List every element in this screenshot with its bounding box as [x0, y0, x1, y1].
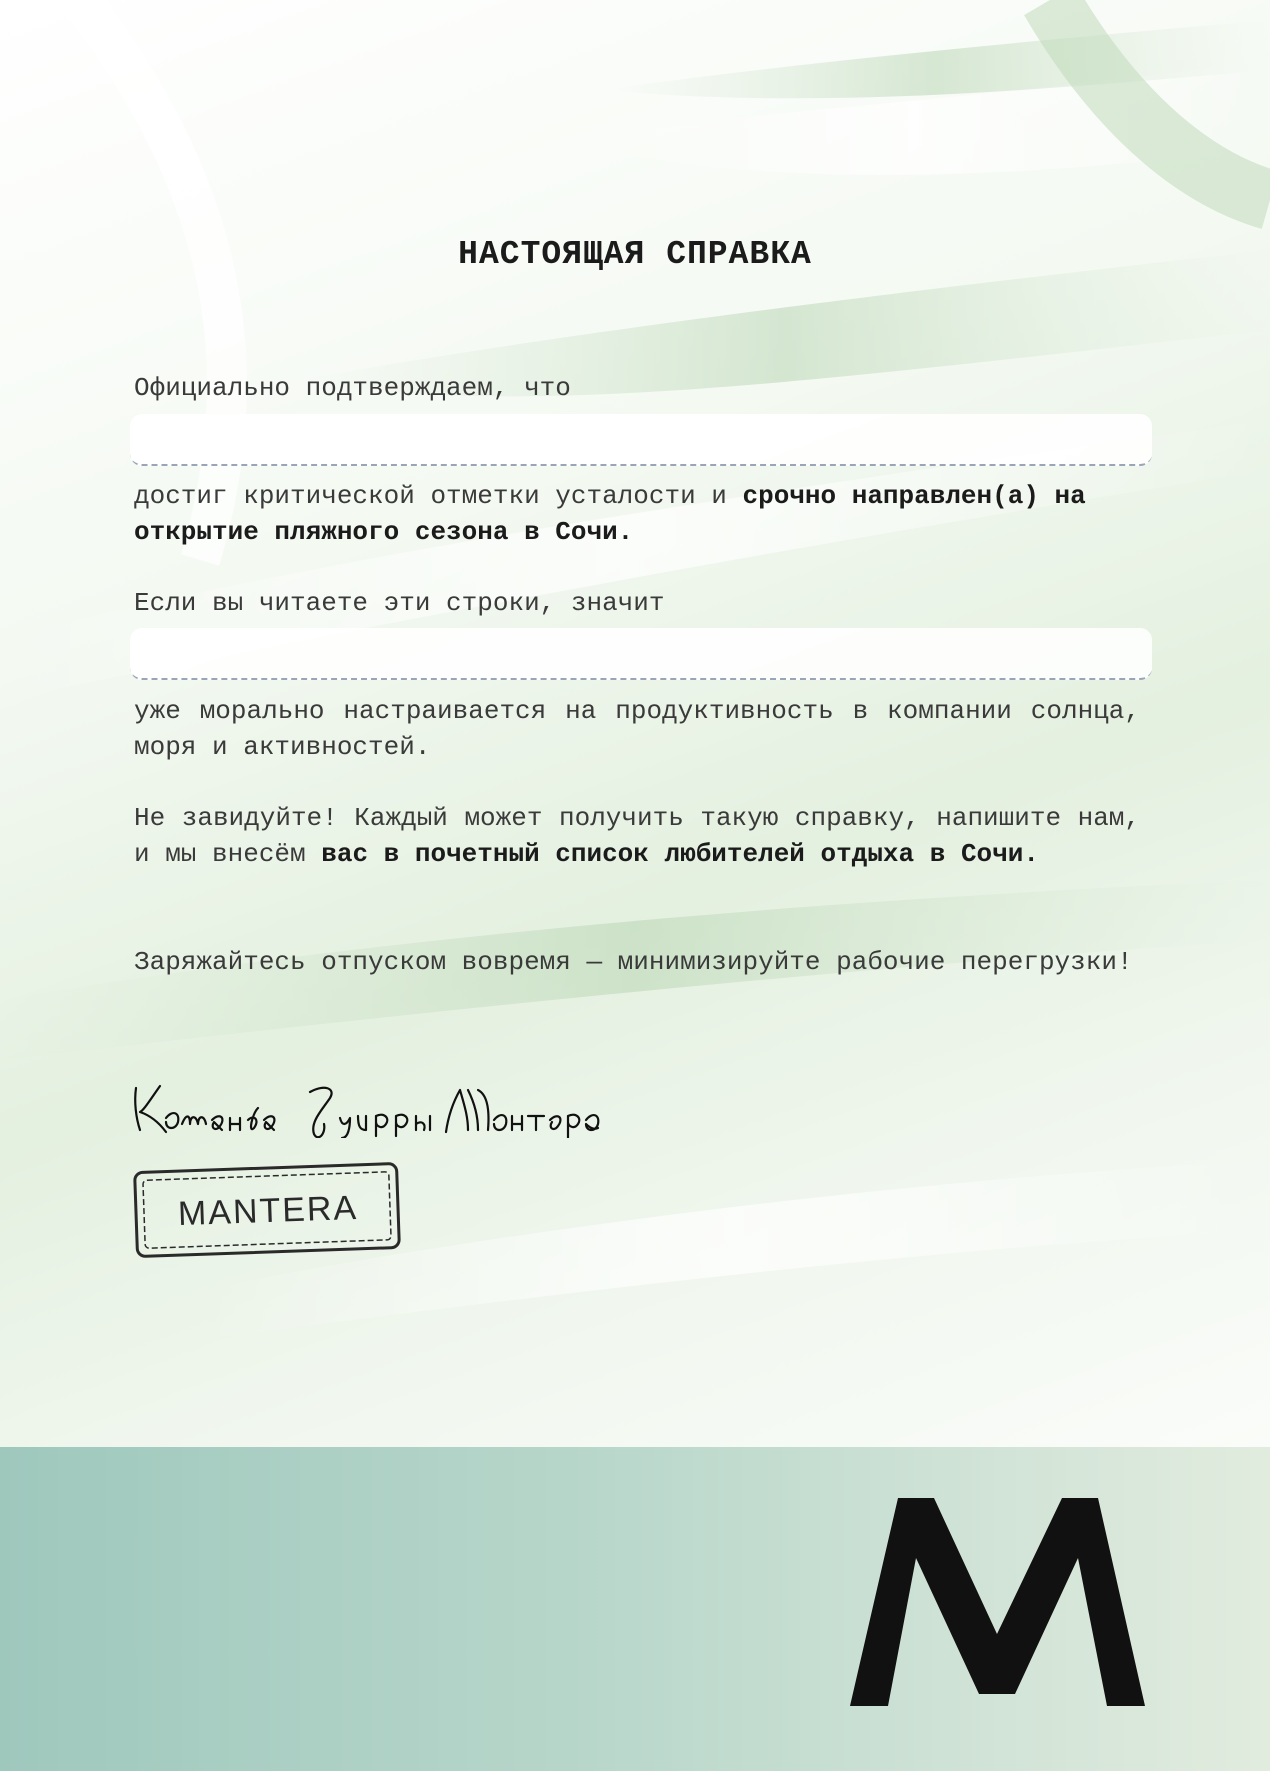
mantera-stamp: [132, 1160, 404, 1260]
paragraph-fatigue-plain: достиг критической отметки усталости и: [134, 481, 743, 511]
paragraph-mood: [134, 693, 1140, 765]
document-title: НАСТОЯЩАЯ СПРАВКА: [458, 236, 812, 273]
paragraph-reading: [134, 585, 1140, 621]
paragraph-charge: [134, 944, 1140, 980]
paragraph-confirm-text: Официально подтверждаем, что: [134, 373, 571, 403]
name-field-1[interactable]: [130, 414, 1152, 466]
paragraph-confirm: [134, 370, 1140, 406]
paragraph-invite-bold: вас в почетный список любителей отдыха в Сочи.: [321, 839, 1039, 869]
paragraph-invite-plain: Не завидуйте! Каждый может получить такую справку, напишите нам, и мы внесём: [134, 803, 1140, 869]
name-field-2[interactable]: [130, 628, 1152, 680]
signature-image: [130, 1078, 670, 1138]
stamp-text: MANTERA: [177, 1188, 359, 1234]
paragraph-reading-text: Если вы читаете эти строки, значит: [134, 588, 665, 618]
mantera-m-logo-icon: [850, 1498, 1145, 1706]
paragraph-invite: [134, 800, 1140, 872]
paragraph-fatigue-bold: срочно направлен(а) на открытие пляжного сезона в Сочи.: [134, 481, 1086, 547]
paragraph-charge-text: Заряжайтесь отпуском вовремя — минимизируйте рабочие перегрузки!: [134, 947, 1133, 977]
paragraph-fatigue: [134, 478, 1140, 550]
paragraph-mood-text: уже морально настраивается на продуктивность в компании солнца, моря и активностей.: [134, 696, 1140, 762]
